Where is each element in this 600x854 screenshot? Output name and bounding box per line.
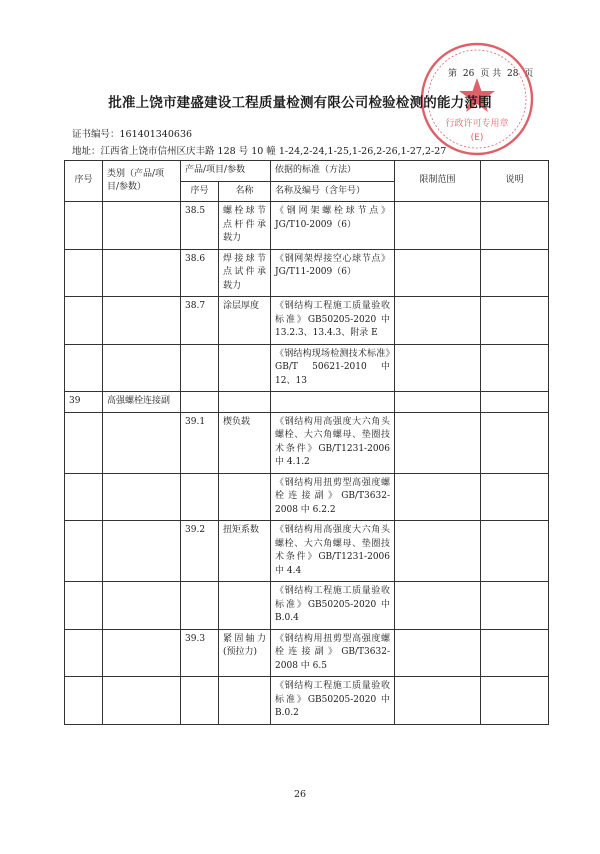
cell-note: [481, 297, 549, 345]
cell-seq: [65, 629, 103, 677]
cell-name: 楔负载: [219, 412, 271, 473]
cell-category: [103, 473, 181, 521]
cell-standard: 《钢结构用扭剪型高强度螺栓连接副》GB/T3632-2008 中 6.2.2: [271, 473, 395, 521]
header-standard: 依据的标准（方法）: [271, 161, 395, 182]
cell-seq: [65, 202, 103, 250]
table-row: [65, 412, 549, 473]
cell-category: [103, 412, 181, 473]
cell-limit: [395, 629, 481, 677]
cell-seq: [65, 344, 103, 392]
address-line: 地址：江西省上饶市信州区庆丰路 128 号 10 幢 1-24,2-24,1-25,1-26,2-26,1-27,2-27: [72, 146, 447, 157]
header-seq: 序号: [65, 161, 103, 202]
cell-limit: [395, 297, 481, 345]
cell-seq: [65, 249, 103, 297]
header-sub-name: 名称: [219, 181, 271, 202]
cell-standard: 《钢结构用扭剪型高强度螺栓连接副》GB/T3632-2008 中 6.5: [271, 629, 395, 677]
cell-name: [219, 582, 271, 630]
cell-note: [481, 202, 549, 250]
cell-standard: 《钢结构工程施工质量验收标准》GB50205-2020 中 B.0.2: [271, 677, 395, 725]
certificate-number: 证书编号：161401340636: [72, 129, 193, 140]
cell-note: [481, 521, 549, 582]
page-current: 26: [462, 69, 475, 79]
cell-name: [219, 344, 271, 392]
page-total: 28: [506, 69, 519, 79]
cell-note: [481, 629, 549, 677]
cell-limit: [395, 392, 481, 413]
cell-seq: [65, 521, 103, 582]
cell-category: [103, 582, 181, 630]
cell-sub-seq: 38.6: [181, 249, 219, 297]
table-header-row: [65, 161, 549, 182]
cell-seq: [65, 473, 103, 521]
svg-text:(E): (E): [470, 133, 484, 143]
cell-name: [219, 473, 271, 521]
table-row: [65, 202, 549, 250]
cell-standard: 《钢结构现场检测技术标准》GB/T 50621-2010 中 12、13: [271, 344, 395, 392]
cell-name: 紧固轴力(预拉力): [219, 629, 271, 677]
cell-sub-seq: [181, 473, 219, 521]
table-row: [65, 249, 549, 297]
cell-sub-seq: 39.2: [181, 521, 219, 582]
cell-name: 焊接球节点试件承载力: [219, 249, 271, 297]
header-product: 产品/项目/参数: [181, 161, 271, 182]
header-limit: 限制范围: [395, 161, 481, 202]
cell-standard: [271, 392, 395, 413]
cell-sub-seq: 39.3: [181, 629, 219, 677]
cell-category: [103, 521, 181, 582]
cell-seq: [65, 582, 103, 630]
table-row: [65, 582, 549, 630]
cell-sub-seq: 38.7: [181, 297, 219, 345]
page-prefix: 第: [448, 69, 458, 79]
cell-standard: 《钢网架螺栓球节点》JG/T10-2009（6）: [271, 202, 395, 250]
cell-limit: [395, 202, 481, 250]
page-mid: 页 共: [480, 69, 502, 79]
cell-limit: [395, 473, 481, 521]
cell-note: [481, 677, 549, 725]
cell-name: 涂层厚度: [219, 297, 271, 345]
cell-limit: [395, 582, 481, 630]
cell-name: [219, 677, 271, 725]
cell-sub-seq: [181, 677, 219, 725]
cell-seq: 39: [65, 392, 103, 413]
cell-category: [103, 249, 181, 297]
table-row: [65, 521, 549, 582]
cell-name: 螺栓球节点杆件承载力: [219, 202, 271, 250]
cell-limit: [395, 677, 481, 725]
header-sub-seq: 序号: [181, 181, 219, 202]
cell-standard: 《钢结构用高强度大六角头螺栓、大六角螺母、垫圈技术条件》GB/T1231-2006 中 4.4: [271, 521, 395, 582]
cell-category: [103, 629, 181, 677]
cell-limit: [395, 521, 481, 582]
cell-seq: [65, 677, 103, 725]
table-row: [65, 677, 549, 725]
table-row: [65, 629, 549, 677]
cell-note: [481, 582, 549, 630]
cell-note: [481, 412, 549, 473]
cell-note: [481, 392, 549, 413]
cell-standard: 《钢结构工程施工质量验收标准》GB50205-2020 中 13.2.3、13.4.3、附录 E: [271, 297, 395, 345]
cell-standard: 《钢网架焊接空心球节点》JG/T11-2009（6）: [271, 249, 395, 297]
header-category: 类别（产品/项目/参数）: [103, 161, 181, 202]
svg-text:行政许可专用章: 行政许可专用章: [445, 119, 509, 129]
cell-category: [103, 297, 181, 345]
cell-name: [219, 392, 271, 413]
cell-limit: [395, 344, 481, 392]
capability-scope-table: [64, 160, 549, 725]
cell-seq: [65, 297, 103, 345]
cell-seq: [65, 412, 103, 473]
cell-standard: 《钢结构工程施工质量验收标准》GB50205-2020 中 B.0.4: [271, 582, 395, 630]
header-sub-std: 名称及编号（含年号）: [271, 181, 395, 202]
cell-sub-seq: 39.1: [181, 412, 219, 473]
cell-name: 扭矩系数: [219, 521, 271, 582]
cell-limit: [395, 249, 481, 297]
table-row: [65, 392, 549, 413]
cell-category: [103, 202, 181, 250]
cell-limit: [395, 412, 481, 473]
cell-note: [481, 344, 549, 392]
cell-category: [103, 677, 181, 725]
cell-sub-seq: [181, 392, 219, 413]
cell-standard: 《钢结构用高强度大六角头螺栓、大六角螺母、垫圈技术条件》GB/T1231-2006 中 4.1.2: [271, 412, 395, 473]
page-suffix: 页: [524, 69, 534, 79]
cell-note: [481, 473, 549, 521]
header-note: 说明: [481, 161, 549, 202]
cell-sub-seq: [181, 344, 219, 392]
table-row: [65, 344, 549, 392]
table-row: [65, 473, 549, 521]
document-title: 批准上饶市建盛建设工程质量检测有限公司检验检测的能力范围: [108, 95, 492, 111]
footer-page-number: 26: [293, 789, 307, 800]
cell-note: [481, 249, 549, 297]
cell-sub-seq: [181, 582, 219, 630]
cell-sub-seq: 38.5: [181, 202, 219, 250]
table-row: [65, 297, 549, 345]
cell-category: 高强螺栓连接副: [103, 392, 181, 413]
cell-category: [103, 344, 181, 392]
